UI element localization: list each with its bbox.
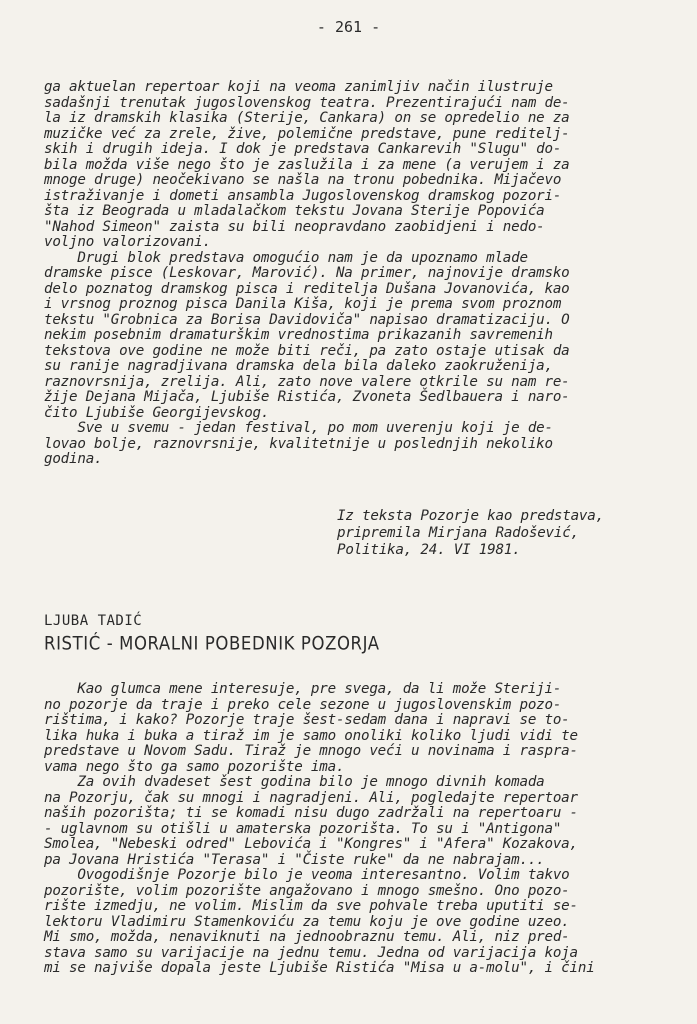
text-line: tekstu "Grobnica za Borisa Davidoviča" napisao dramatizaciju. O	[44, 311, 570, 328]
text-line: pozorište, volim pozorište angažovano i mnogo smešno. Ono pozo-	[44, 882, 570, 899]
text-line: raznovrsnija, zrelija. Ali, zato nove valere otkrile su nam re-	[44, 373, 570, 390]
text-line: Smolea, "Nebeski odred" Lebovića i "Kongres" i "Afera" Kozakova,	[44, 836, 578, 852]
text-line: žije Dejana Mijača, Ljubiše Ristića, Zvoneta Šedlbauera i naro-	[44, 389, 570, 405]
text-line: lovao bolje, raznovrsnije, kvalitetnije u poslednjih nekoliko	[44, 435, 553, 452]
text-line: skih i drugih ideja. I dok je predstava Cankarevih "Slugu" do-	[44, 141, 562, 157]
text-line: Sve u svemu - jedan festival, po mom uverenju koji je de-	[44, 420, 553, 436]
text-line: mnoge druge) neočekivano se našla na tronu pobednika. Mijačevo	[44, 172, 562, 188]
text-line: godina.	[44, 451, 103, 467]
text-line: sadašnji trenutak jugoslovenskog teatra. Prezentirajući nam de-	[44, 94, 570, 111]
text-line: dramske pisce (Leskovar, Marović). Na primer, najnovije dramsko	[44, 265, 570, 281]
text-line: voljno valorizovani.	[44, 234, 211, 250]
text-line: istraživanje i dometi ansambla Jugoslovenskog dramskog pozori-	[44, 187, 562, 204]
text-line: delo poznatog dramskog pisca i reditelja Dušana Jovanovića, kao	[44, 280, 570, 297]
page-number: - 261 -	[316, 18, 381, 36]
text-line: predstave u Novom Sadu. Tiraž je mnogo veći u novinama i raspra-	[44, 743, 578, 759]
text-line: lika huka i buka a tiraž im je samo onoliki koliko ljudi vidi te	[44, 727, 578, 744]
article-body	[44, 682, 664, 977]
text-line: čito Ljubiše Georgijevskog.	[44, 404, 270, 421]
citation-line: Politika, 24. VI 1981.	[337, 542, 521, 558]
text-line: Kao glumca mene interesuje, pre svega, da li može Steriji-	[44, 681, 562, 697]
intro-text	[44, 80, 664, 468]
source-citation	[337, 508, 667, 559]
text-line: rište izmedju, ne volim. Mislim da sve pohvale treba uputiti se-	[44, 898, 578, 914]
text-line: ga aktuelan repertoar koji na veoma zanimljiv način ilustruje	[44, 79, 553, 95]
text-line: Ovogodišnje Pozorje bilo je veoma interesantno. Volim takvo	[44, 867, 570, 883]
text-line: mi se najviše dopala jeste Ljubiše Ristića "Misa u a-molu", i čini	[44, 960, 595, 976]
article-title: RISTIĆ - MORALNI POBEDNIK POZORJA	[44, 632, 380, 654]
citation-line: Iz teksta Pozorje kao predstava,	[337, 508, 604, 524]
text-line: "Nahod Simeon" zaista su bili neopravdano zaobidjeni i nedo-	[44, 218, 545, 235]
text-line: na Pozorju, čak su mnogi i nagradjeni. Ali, pogledajte repertoar	[44, 789, 578, 806]
text-line: no pozorje da traje i preko cele sezone u jugoslovenskim pozo-	[44, 696, 562, 713]
text-line: šta iz Beograda u mladalačkom tekstu Jovana Sterije Popovića	[44, 203, 545, 219]
text-line: naših pozorišta; ti se komadi nisu dugo zadržali na repertoaru -	[44, 805, 578, 821]
text-line: muzičke već za zrele, žive, polemične predstave, pune reditelj-	[44, 125, 570, 142]
text-line: vama nego što ga samo pozorište ima.	[44, 758, 345, 775]
author-name: LJUBA TADIĆ	[44, 613, 143, 629]
text-line: su ranije nagradjivana dramska dela bila daleko zaokruženija,	[44, 358, 553, 374]
text-line: pa Jovana Hristića "Terasa" i "Čiste ruke" da ne nabrajam...	[44, 851, 545, 868]
text-line: Drugi blok predstava omogućio nam je da upoznamo mlade	[44, 249, 528, 266]
text-line: Mi smo, možda, nenaviknuti na jednoobraznu temu. Ali, niz pred-	[44, 929, 570, 945]
citation-line: pripremila Mirjana Radošević,	[337, 525, 579, 541]
text-line: rištima, i kako? Pozorje traje šest-sedam dana i napravi se to-	[44, 712, 570, 728]
text-line: - uglavnom su otišli u amaterska pozorišta. To su i "Antigona"	[44, 820, 562, 837]
text-line: la iz dramskih klasika (Sterije, Cankara) on se opredelio ne za	[44, 110, 570, 126]
text-line: Za ovih dvadeset šest godina bilo je mnogo divnih komada	[44, 774, 545, 790]
text-line: nekim posebnim dramaturškim vrednostima prikazanih savremenih	[44, 327, 553, 343]
text-line: tekstova ove godine ne može biti reči, pa zato ostaje utisak da	[44, 342, 570, 359]
text-line: lektoru Vladimiru Stamenkoviću za temu koju je ove godine uzeo.	[44, 913, 570, 930]
text-line: i vrsnog proznog pisca Danila Kiša, koji je prema svom proznom	[44, 296, 562, 312]
text-line: bila možda više nego što je zaslužila i za mene (a verujem i za	[44, 156, 570, 173]
text-line: stava samo su varijacije na jednu temu. Jedna od varijacija koja	[44, 944, 578, 961]
